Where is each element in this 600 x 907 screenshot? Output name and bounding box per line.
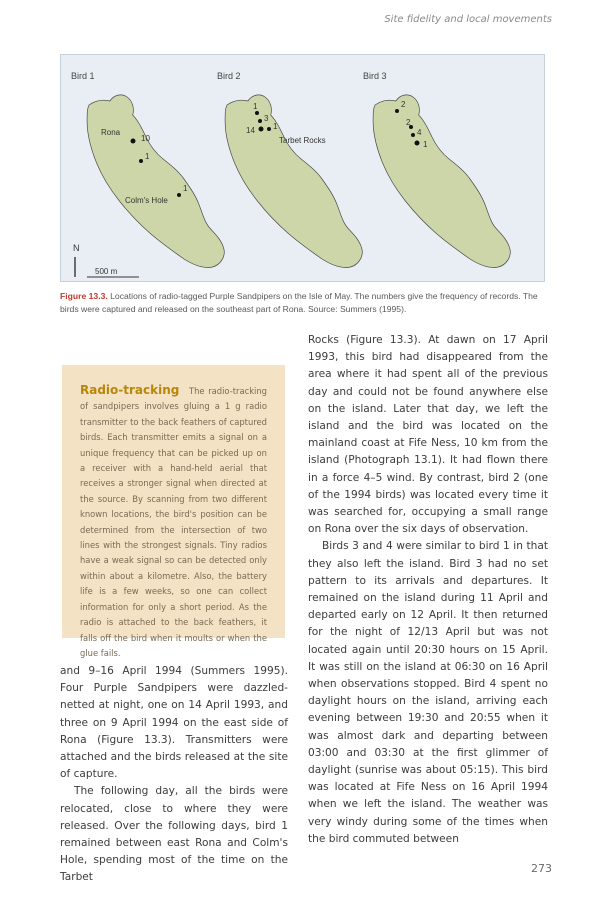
panel-label: Bird 2 <box>217 71 241 81</box>
north-label: N <box>73 243 80 253</box>
right-column <box>308 332 548 848</box>
record-count: 2 <box>401 100 406 109</box>
location-dot <box>255 111 259 115</box>
scale-label: 500 m <box>95 267 118 276</box>
record-count: 1 <box>183 184 188 193</box>
record-count: 3 <box>264 114 269 123</box>
map-panel-bird-1 <box>71 71 224 277</box>
location-dot <box>411 133 415 137</box>
caption-label: Figure 13.3. <box>60 291 108 301</box>
panel-label: Bird 1 <box>71 71 95 81</box>
record-count: 14 <box>246 126 255 135</box>
caption-text: Locations of radio-tagged Purple Sandpipers on the Isle of May. The numbers give the frequency of records. The birds were captured and released on the southeast part of Rona. Source: Summers (1995). <box>60 291 538 314</box>
map-panel-bird-2 <box>217 71 362 268</box>
location-dot <box>395 109 399 113</box>
record-count: 1 <box>273 122 278 131</box>
place-label-tarbet-rocks: Tarbet Rocks <box>279 136 326 145</box>
record-count: 1 <box>423 140 428 149</box>
place-label-rona: Rona <box>101 128 121 137</box>
location-dot <box>131 139 136 144</box>
paragraph: Birds 3 and 4 were similar to bird 1 in that they also left the island. Bird 3 had no set pattern to its arrivals and departures. It remained on the island during 11 April and departed early on 12 April. It then returned for the night of 12/13 April but was not located again until 20:30 hours on 15 April. It was still on the island at 06:30 on 16 April when observations stopped. Bird 4 spent no daylight hours on the island, arriving each evening between 19:30 and 20:55 when it was almost dark and departing between 03:00 and 03:30 at the first glimmer of daylight (sunrise was about 05:15). This bird was located at Fife Ness on 16 April 1994 when we left the island. The weather was very windy during some of the times when the bird commuted between <box>308 540 548 845</box>
radio-tracking-box <box>62 365 285 658</box>
paragraph: The following day, all the birds were relocated, close to where they were released. Over the following days, bird 1 remained between east Rona and Colm's Hole, spending most of the time on the Tarbet <box>60 785 288 884</box>
location-dot <box>139 159 143 163</box>
location-dot <box>415 141 420 146</box>
map-panel-bird-3 <box>363 71 510 268</box>
paragraph: and 9–16 April 1994 (Summers 1995). Four Purple Sandpipers were dazzled-netted at night, one on 14 April 1993, and three on 9 April 1994 on the east side of Rona (Figure 13.3). Transmitters were attached and the birds released at the site of capture. <box>60 665 288 781</box>
record-count: 10 <box>141 134 150 143</box>
figure-caption <box>60 290 548 316</box>
paragraph: Rocks (Figure 13.3). At dawn on 17 April 1993, this bird had disappeared from the area where it had spent all of the previous day and could not be found anywhere else on the island. Later that day, we left the island and the bird was located on the mainland coast at Fife Ness, 10 km from the island (Photograph 13.1). It had flown there in a force 4–5 wind. By contrast, bird 2 (one of the 1994 birds) was located every time it was searched for, occupying a small range on Rona over the six days of observation. <box>308 334 548 536</box>
place-label-colms-hole: Colm's Hole <box>125 196 168 205</box>
record-count: 1 <box>253 102 258 111</box>
island-maps <box>61 55 546 283</box>
sidebar-title: Radio-tracking <box>80 383 180 397</box>
record-count: 2 <box>406 118 411 127</box>
location-dot <box>258 119 262 123</box>
record-count: 4 <box>417 128 422 137</box>
location-dot <box>177 193 181 197</box>
left-column <box>60 663 288 887</box>
page-number: 273 <box>531 862 552 875</box>
sidebar-text: The radio-tracking of sandpipers involves gluing a 1 g radio transmitter to the back feathers of captured birds. Each transmitter emits a signal on a unique frequency that can be picked up on a receiver with a hand-held aerial that receives a stronger signal when directed at the source. By scanning from two different known locations, the bird's position can be determined from the intersection of two lines with the strongest signals. Tiny radios have a weak signal so can be detected only within about a kilometre. Also, the battery life is a few weeks, so one can collect information for only a short period. As the radio is attached to the back feathers, it falls off the bird when it moults or when the glue fails. <box>80 386 267 658</box>
figure-13-3 <box>60 54 545 282</box>
location-dot <box>267 127 271 131</box>
panel-label: Bird 3 <box>363 71 387 81</box>
record-count: 1 <box>145 152 150 161</box>
running-head: Site fidelity and local movements <box>384 14 552 25</box>
location-dot <box>259 127 264 132</box>
